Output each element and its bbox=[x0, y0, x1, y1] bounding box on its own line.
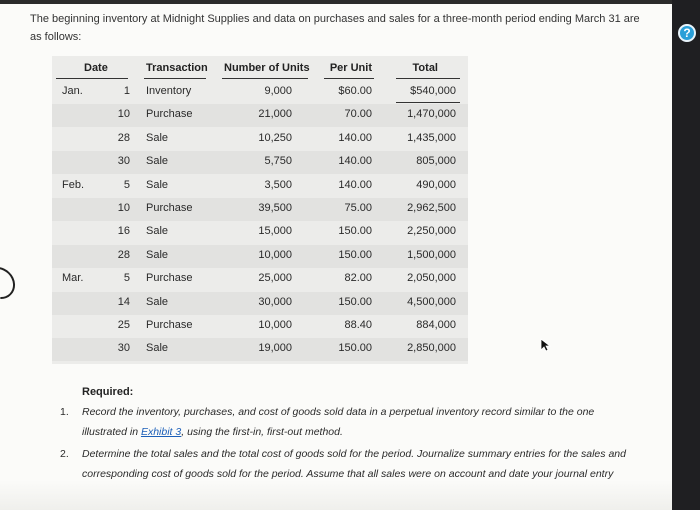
cell-total: 1,435,000 bbox=[407, 131, 456, 144]
cell-units: 21,000 bbox=[258, 108, 292, 121]
cell-units: 10,000 bbox=[258, 248, 292, 261]
right-scroll-strip[interactable] bbox=[672, 0, 700, 510]
cell-day: 28 bbox=[117, 131, 130, 144]
cell-units: 39,500 bbox=[258, 202, 292, 214]
table-row bbox=[52, 81, 468, 104]
cell-total: 2,962,500 bbox=[407, 202, 456, 214]
cell-day: 16 bbox=[117, 225, 130, 238]
cell-total: 2,850,000 bbox=[407, 342, 456, 355]
header-underline-total bbox=[396, 78, 460, 79]
header-per-unit: Per Unit bbox=[329, 62, 372, 74]
cell-per-unit: 140.00 bbox=[338, 155, 372, 168]
cell-day: 10 bbox=[117, 202, 130, 214]
cell-day: 5 bbox=[123, 178, 130, 191]
cell-total: 490,000 bbox=[416, 178, 456, 191]
cell-month: Mar. bbox=[62, 272, 84, 285]
cell-day: 28 bbox=[117, 248, 130, 261]
table-row bbox=[52, 151, 468, 174]
cell-day: 5 bbox=[123, 272, 130, 285]
table-row bbox=[52, 198, 468, 221]
cell-total: $540,000 bbox=[410, 85, 456, 97]
header-date: Date bbox=[84, 62, 108, 74]
cell-units: 10,250 bbox=[258, 131, 292, 144]
cell-units: 25,000 bbox=[258, 272, 292, 285]
cell-per-unit: 150.00 bbox=[338, 225, 372, 238]
cell-transaction: Purchase bbox=[146, 319, 193, 331]
cell-transaction: Sale bbox=[146, 342, 169, 355]
cell-transaction: Sale bbox=[146, 248, 169, 261]
cell-total: 4,500,000 bbox=[407, 295, 456, 308]
required-item-2 bbox=[60, 444, 640, 484]
table-row bbox=[52, 268, 468, 291]
table-row bbox=[52, 292, 468, 315]
cell-per-unit: 140.00 bbox=[338, 131, 372, 144]
required-item-number: 1. bbox=[60, 406, 69, 418]
header-transaction: Transaction bbox=[146, 62, 208, 74]
required-heading: Required: bbox=[82, 386, 134, 398]
cell-units: 10,000 bbox=[258, 319, 292, 331]
cell-per-unit: 70.00 bbox=[344, 108, 372, 121]
cell-day: 14 bbox=[117, 295, 130, 308]
cell-per-unit: 75.00 bbox=[344, 202, 372, 214]
required-item-text: Record the inventory, purchases, and cost of goods sold data in a perpetual inventory record similar to the one illustrated in bbox=[82, 406, 595, 438]
bottom-fade bbox=[0, 480, 672, 510]
cell-day: 10 bbox=[117, 108, 130, 121]
required-list bbox=[60, 402, 640, 484]
intro-text: The beginning inventory at Midnight Supplies and data on purchases and sales for a three-month period ending March 31 are as follows: bbox=[30, 13, 640, 43]
table-row bbox=[52, 315, 468, 338]
cell-day: 25 bbox=[117, 319, 130, 331]
cell-transaction: Sale bbox=[146, 225, 169, 238]
cell-total: 2,050,000 bbox=[407, 272, 456, 285]
table-row bbox=[52, 245, 468, 268]
cell-per-unit: $60.00 bbox=[338, 85, 372, 97]
cell-units: 19,000 bbox=[258, 342, 292, 355]
cell-transaction: Sale bbox=[146, 155, 169, 168]
cell-per-unit: 150.00 bbox=[338, 342, 372, 355]
header-underline-per-unit bbox=[324, 78, 374, 79]
cell-day: 30 bbox=[117, 155, 130, 168]
cell-transaction: Purchase bbox=[146, 108, 193, 121]
table-row bbox=[52, 175, 468, 198]
cell-transaction: Inventory bbox=[146, 85, 192, 97]
header-underline-units bbox=[222, 78, 308, 79]
cell-transaction: Purchase bbox=[146, 272, 193, 285]
cell-total: 2,250,000 bbox=[407, 225, 456, 238]
cell-units: 30,000 bbox=[258, 295, 292, 308]
cell-units: 9,000 bbox=[264, 85, 292, 97]
cell-month: Jan. bbox=[62, 85, 83, 97]
cell-total: 1,470,000 bbox=[407, 108, 456, 121]
cell-day: 30 bbox=[117, 342, 130, 355]
cell-total: 884,000 bbox=[416, 319, 456, 331]
header-units: Number of Units bbox=[224, 62, 310, 74]
cell-per-unit: 140.00 bbox=[338, 178, 372, 191]
cell-units: 3,500 bbox=[264, 178, 292, 191]
header-underline-date bbox=[56, 78, 128, 79]
required-item-number: 2. bbox=[60, 448, 69, 460]
cell-month: Feb. bbox=[62, 178, 85, 191]
table-row bbox=[52, 338, 468, 361]
inventory-table bbox=[52, 56, 468, 364]
cell-units: 15,000 bbox=[258, 225, 292, 238]
cell-transaction: Sale bbox=[146, 295, 169, 308]
cell-transaction: Sale bbox=[146, 131, 169, 144]
table-row bbox=[52, 104, 468, 127]
cell-units: 5,750 bbox=[264, 155, 292, 168]
required-item-1 bbox=[60, 402, 640, 442]
exhibit-3-link[interactable]: Exhibit 3 bbox=[140, 426, 182, 438]
cell-per-unit: 82.00 bbox=[344, 272, 372, 285]
header-total: Total bbox=[412, 62, 438, 74]
table-row bbox=[52, 128, 468, 151]
required-item-text: Determine the total sales and the total cost of goods sold for the period. Journalize summary entries for the sales and corresponding cost of goods sold for the period. Assume that all sales were on account and date your journal entry bbox=[82, 448, 626, 480]
cell-transaction: Purchase bbox=[146, 202, 193, 214]
cell-total: 1,500,000 bbox=[407, 248, 456, 261]
total-underline bbox=[396, 102, 460, 103]
cell-per-unit: 88.40 bbox=[344, 319, 372, 331]
cell-transaction: Sale bbox=[146, 178, 169, 191]
table-row bbox=[52, 221, 468, 244]
header-underline-transaction bbox=[144, 78, 206, 79]
help-question-icon[interactable]: ? bbox=[678, 24, 696, 42]
cell-per-unit: 150.00 bbox=[338, 295, 372, 308]
cell-total: 805,000 bbox=[416, 155, 456, 168]
required-item-text-end: , using the first-in, first-out method. bbox=[181, 426, 343, 438]
cell-day: 1 bbox=[123, 85, 130, 97]
cell-per-unit: 150.00 bbox=[338, 248, 372, 261]
